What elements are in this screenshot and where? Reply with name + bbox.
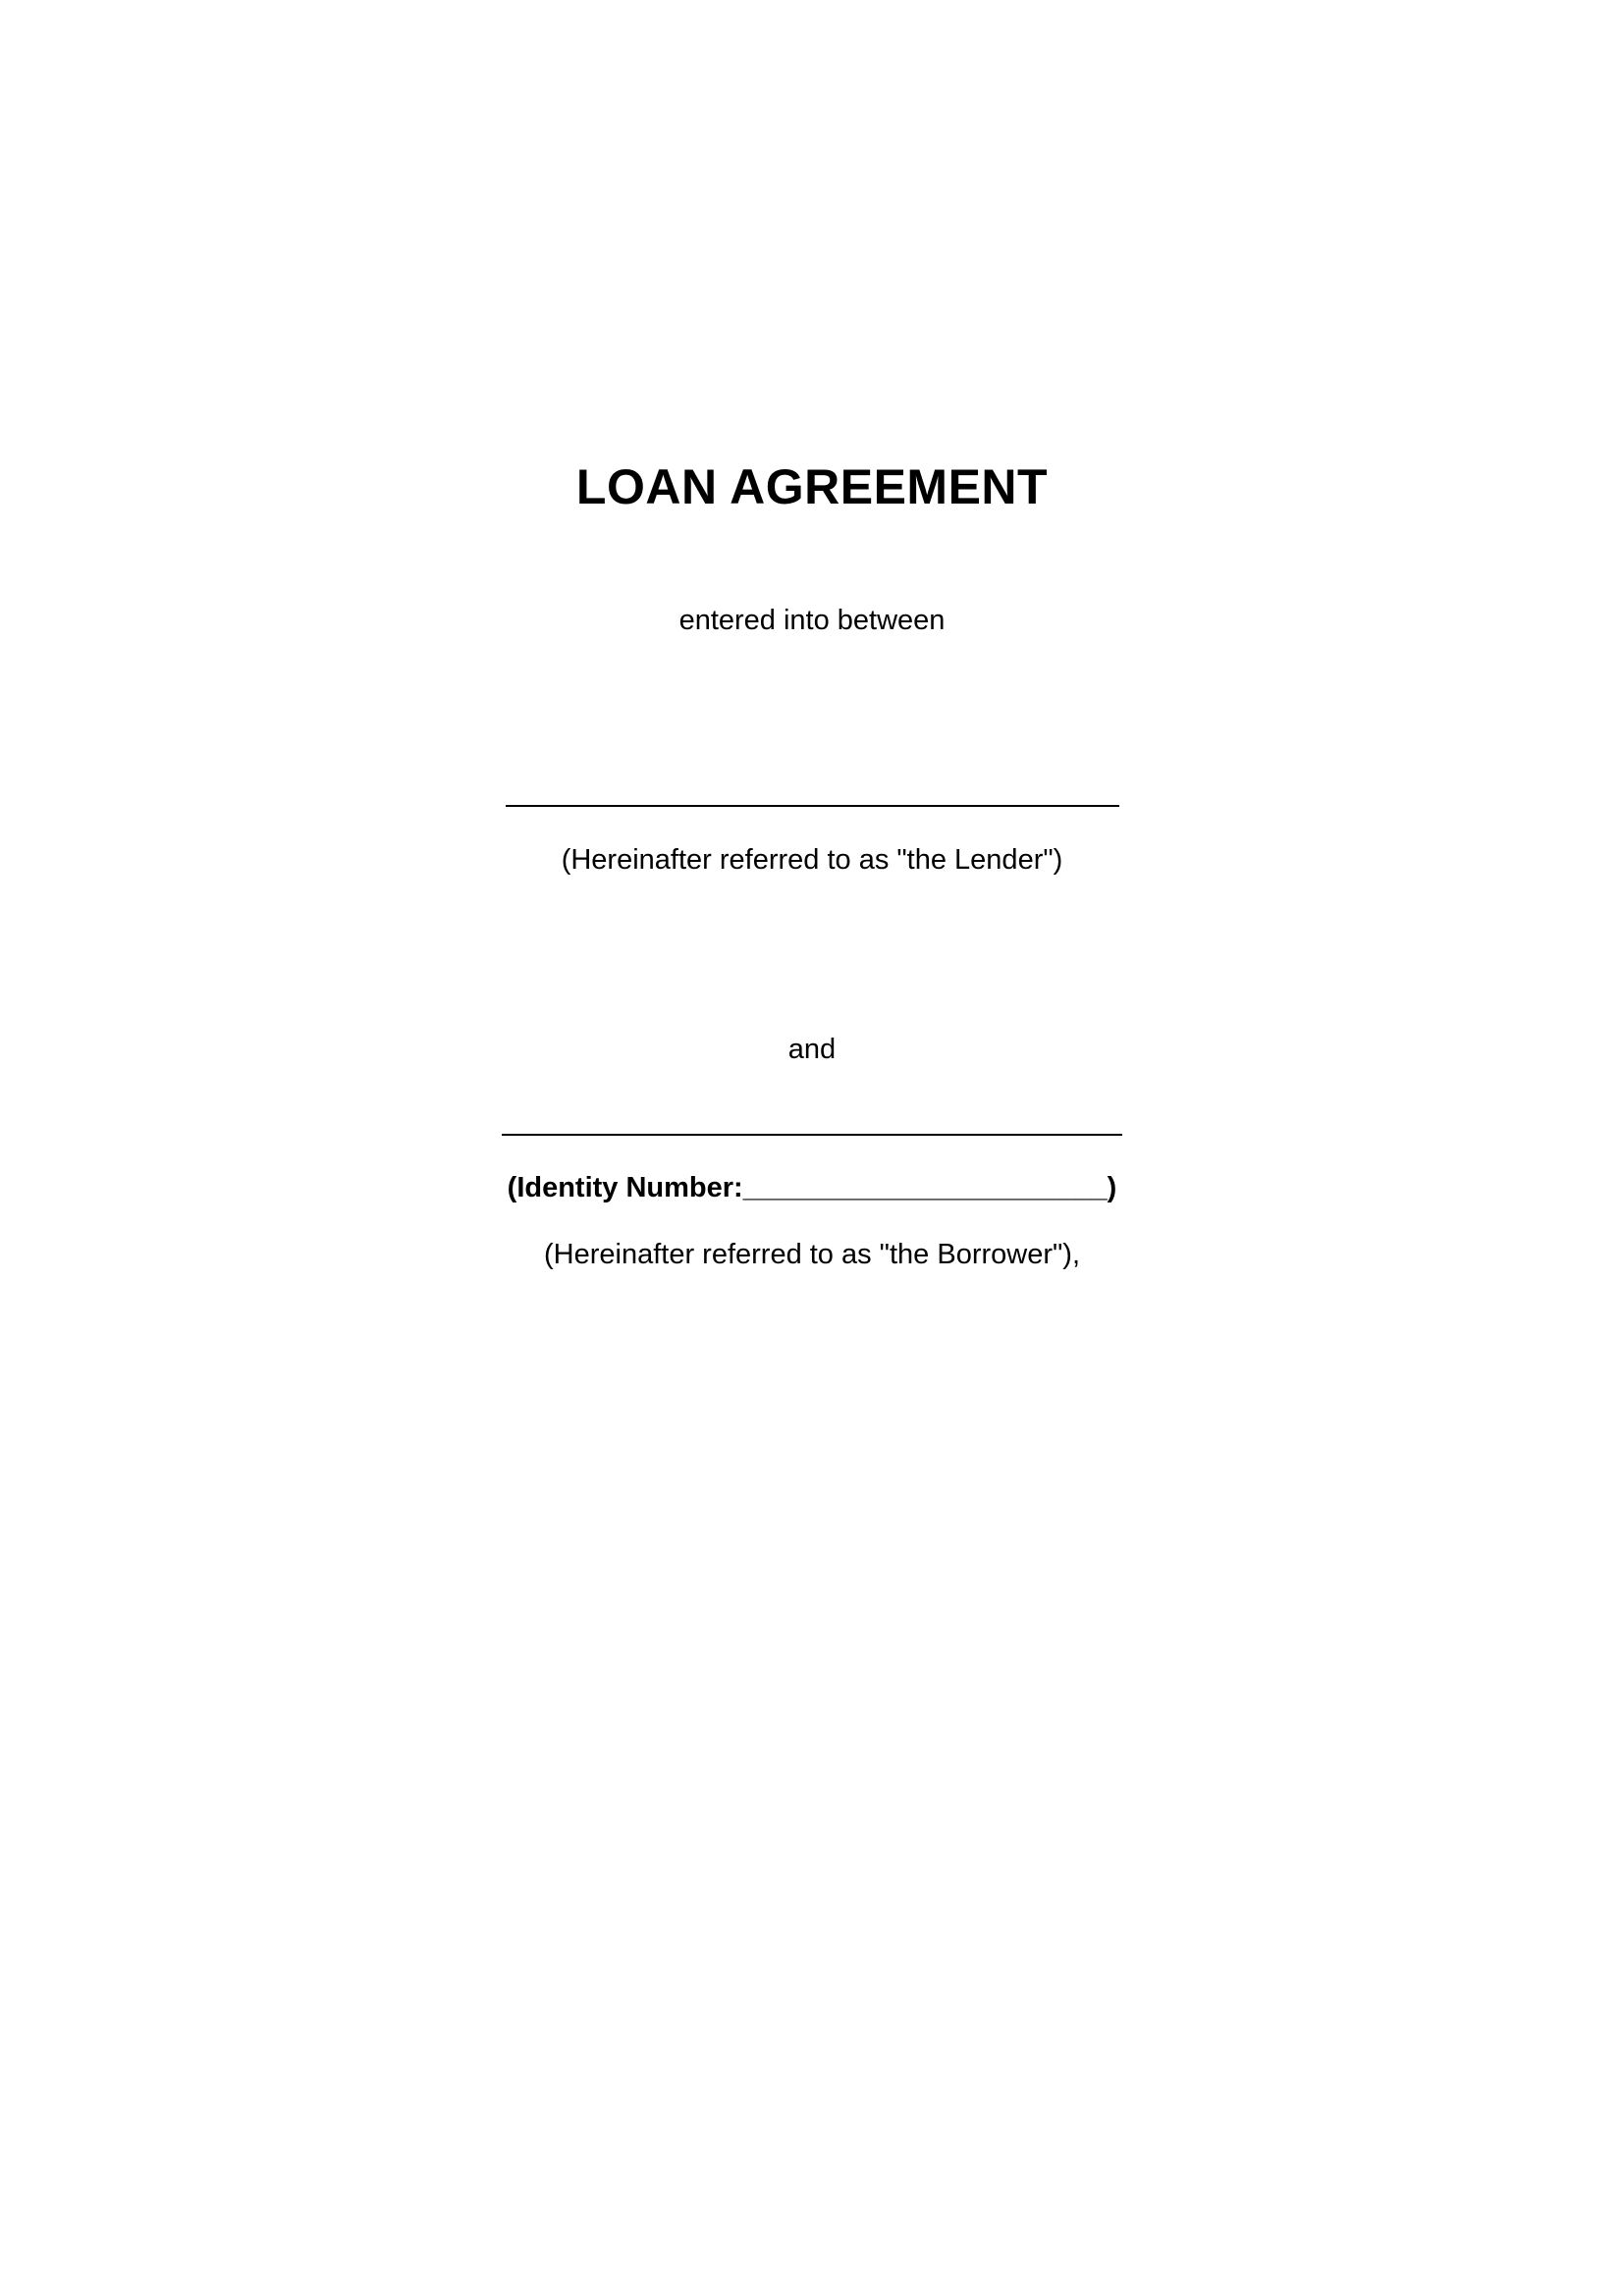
intro-text: entered into between (678, 605, 946, 636)
borrower-name-blank-line[interactable] (502, 1133, 1122, 1136)
lender-name-blank-line[interactable] (506, 804, 1119, 807)
borrower-name-field-wrap (0, 1125, 1624, 1143)
identity-number-line[interactable]: (Identity Number:_______________________) (507, 1172, 1117, 1204)
lender-name-field-wrap (0, 797, 1624, 815)
page-title: LOAN AGREEMENT (575, 459, 1049, 514)
lender-caption: (Hereinafter referred to as "the Lender") (561, 843, 1063, 876)
conjunction-text: and (787, 1034, 837, 1066)
borrower-caption: (Hereinafter referred to as "the Borrower"), (543, 1239, 1080, 1271)
